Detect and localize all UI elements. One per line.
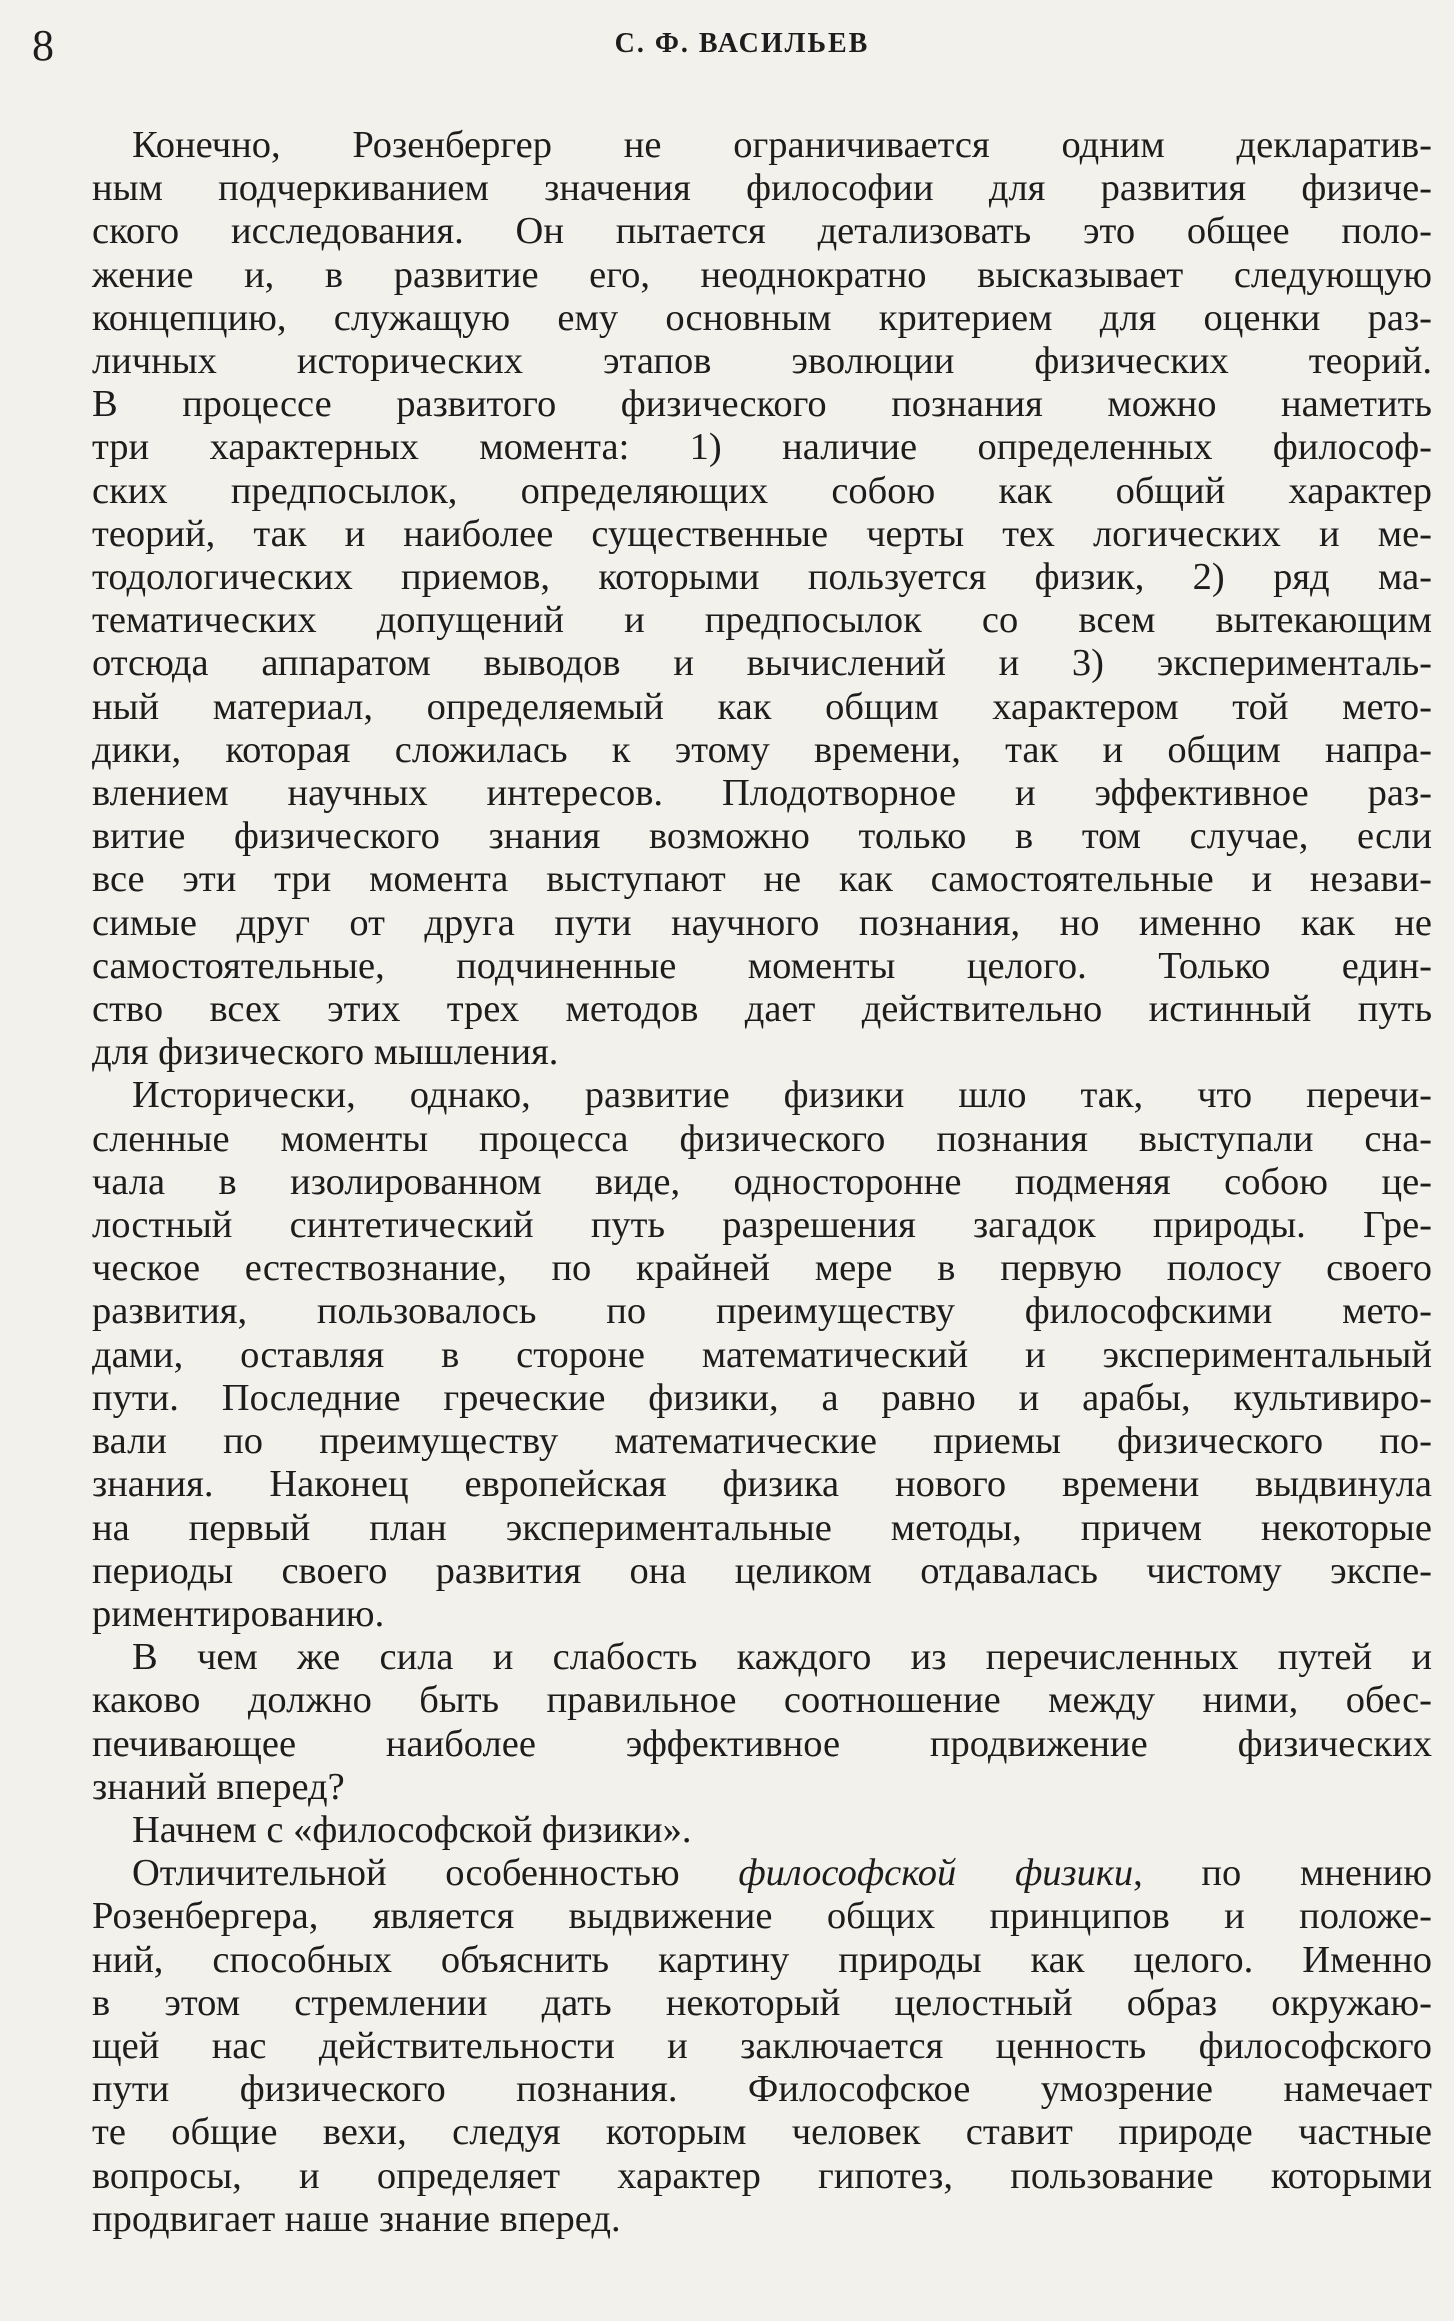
text-line: продвигает наше знание вперед. — [92, 2197, 621, 2240]
text-line: вопросы, и определяет характер гипотез, пользование которыми — [92, 2154, 1432, 2197]
text-line: личных исторических этапов эволюции физических теорий. — [92, 340, 1432, 383]
running-head: С. Ф. ВАСИЛЬЕВ — [614, 28, 870, 59]
text-line: ческое естествознание, по крайней мере в первую полосу своего — [92, 1247, 1432, 1290]
text-line: на первый план экспериментальные методы, причем некоторые — [92, 1506, 1432, 1549]
text-line: ского исследования. Он пытается детализовать это общее поло- — [92, 210, 1432, 253]
text-line: дики, которая сложилась к этому времени, так и общим напра- — [92, 728, 1432, 771]
text-line: чала в изолированном виде, односторонне подменяя собою це- — [92, 1160, 1432, 1203]
text-line: симые друг от друга пути научного познания, но именно как не — [92, 901, 1432, 944]
text-line: развития, пользовалось по преимуществу философскими мето- — [92, 1290, 1432, 1333]
text-line: в этом стремлении дать некоторый целостный образ окружаю- — [92, 1981, 1432, 2024]
text-line: Исторически, однако, развитие физики шло так, что перечи- — [132, 1074, 1432, 1117]
paragraph-5 — [92, 1852, 1432, 2241]
text-line: периоды своего развития она целиком отдавалась чистому экспе- — [92, 1549, 1432, 1592]
text-line: витие физического знания возможно только в том случае, если — [92, 815, 1432, 858]
text-line: В процессе развитого физического познания можно наметить — [92, 383, 1432, 426]
text-line: ских предпосылок, определяющих собою как общий характер — [92, 469, 1432, 512]
page-header — [32, 21, 1432, 70]
text-line: ным подчеркиванием значения философии для развития физиче- — [92, 167, 1432, 210]
text-line: жение и, в развитие его, неоднократно высказывает следующую — [92, 253, 1432, 296]
text-line: каково должно быть правильное соотношение между ними, обес- — [92, 1679, 1432, 1722]
text-line: отсюда аппаратом выводов и вычислений и 3) эксперименталь- — [92, 642, 1432, 685]
text-line: пути. Последние греческие физики, а равно и арабы, культивиро- — [92, 1376, 1432, 1419]
text-line — [92, 1852, 1432, 1895]
text-line: печивающее наиболее эффективное продвижение физических — [92, 1722, 1432, 1765]
text-line: вали по преимуществу математические приемы физического по- — [92, 1420, 1432, 1463]
text-line: самостоятельные, подчиненные моменты целого. Только един- — [92, 944, 1432, 987]
text-line: сленные моменты процесса физического познания выступали сна- — [92, 1117, 1432, 1160]
text-line: тодологических приемов, которыми пользуется физик, 2) ряд ма- — [92, 556, 1432, 599]
text-line: все эти три момента выступают не как самостоятельные и незави- — [92, 858, 1432, 901]
text-line: тематических допущений и предпосылок со всем вытекающим — [92, 599, 1432, 642]
text-line: концепцию, служащую ему основным критерием для оценки раз- — [92, 296, 1432, 339]
text-line: ний, способных объяснить картину природы как целого. Именно — [92, 1938, 1432, 1981]
page-number: 8 — [32, 21, 54, 70]
text-line: Розенбергера, является выдвижение общих принципов и положе- — [92, 1895, 1432, 1938]
text-run: , по мнению — [1133, 1852, 1432, 1895]
text-line: щей нас действительности и заключается ценность философского — [92, 2024, 1432, 2067]
italic-term: философской физики — [738, 1852, 1134, 1895]
paragraph-2 — [92, 1074, 1432, 1636]
text-line: теорий, так и наиболее существенные черты тех логических и ме- — [92, 512, 1432, 555]
text-line: Конечно, Розенбергер не ограничивается одним декларатив- — [132, 124, 1432, 166]
text-line: влением научных интересов. Плодотворное и эффективное раз- — [92, 772, 1432, 815]
paragraph-3 — [92, 1636, 1432, 1809]
text-line: дами, оставляя в стороне математический и экспериментальный — [92, 1333, 1432, 1376]
text-line: риментированию. — [92, 1592, 385, 1635]
text-line: пути физического познания. Философское умозрение намечает — [92, 2068, 1432, 2111]
text-line: ство всех этих трех методов дает действительно истинный путь — [92, 988, 1432, 1031]
text-line: три характерных момента: 1) наличие определенных философ- — [92, 426, 1432, 469]
text-line: знания. Наконец европейская физика нового времени выдвинула — [92, 1463, 1432, 1506]
body-text — [92, 124, 1432, 2241]
text-line: лостный синтетический путь разрешения загадок природы. Гре- — [92, 1204, 1432, 1247]
text-run: Отличительной особенностью — [132, 1852, 739, 1895]
text-line: знаний вперед? — [92, 1765, 345, 1808]
paragraph-1 — [92, 124, 1432, 1074]
text-line: ный материал, определяемый как общим характером той мето- — [92, 685, 1432, 728]
text-line: Начнем с «философской физики». — [132, 1808, 692, 1851]
paragraph-4 — [92, 1809, 1432, 1852]
text-line: В чем же сила и слабость каждого из перечисленных путей и — [132, 1636, 1432, 1679]
text-line: для физического мышления. — [92, 1031, 559, 1074]
text-line: те общие вехи, следуя которым человек ставит природе частные — [92, 2111, 1432, 2154]
